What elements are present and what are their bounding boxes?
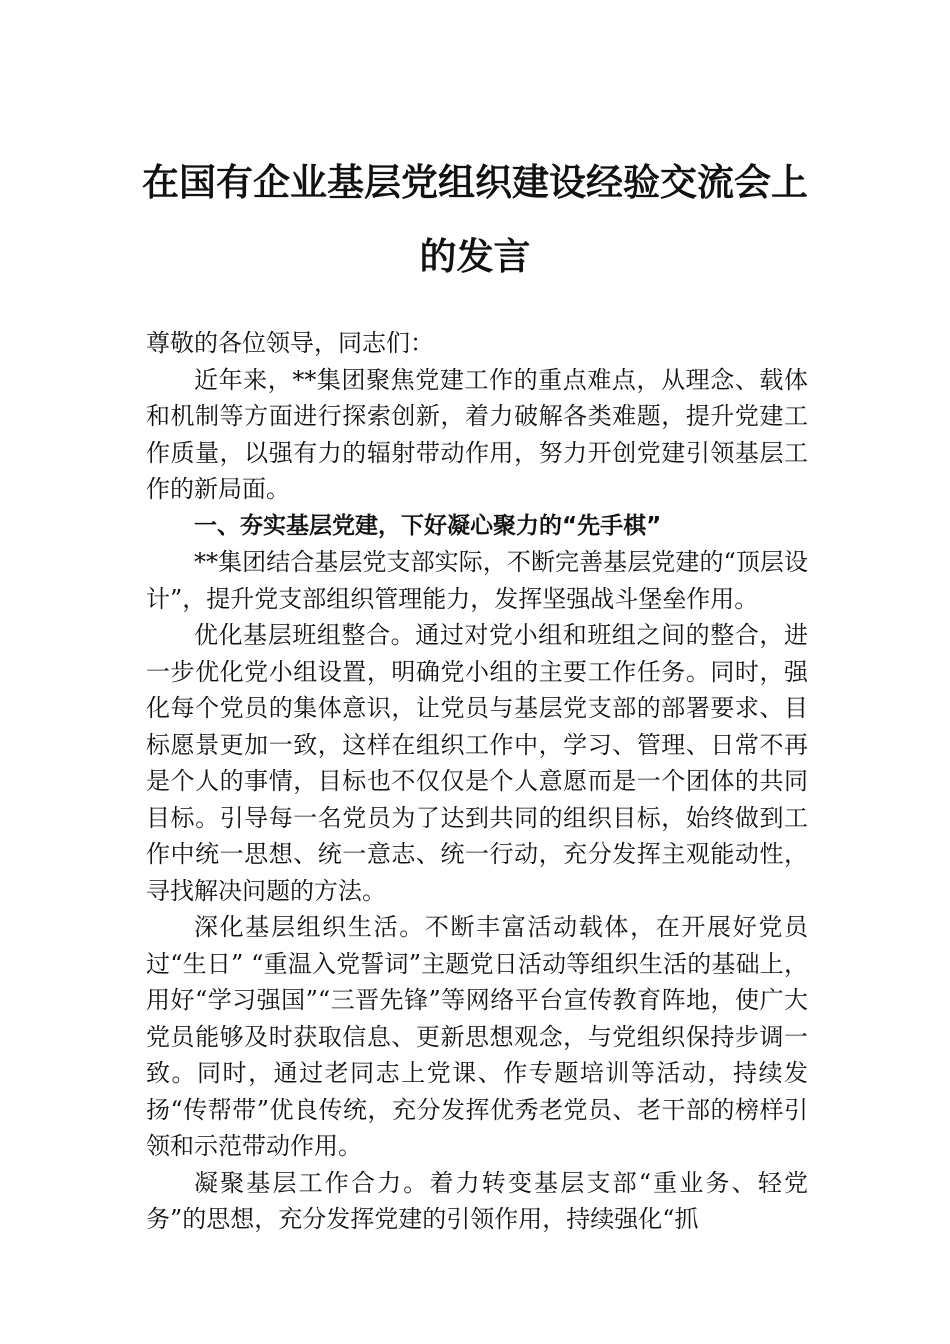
paragraph-section-overview: **集团结合基层党支部实际，不断完善基层党建的“顶层设计”，提升党支部组织管理能力，发挥坚强战斗堡垒作用。 [146,548,808,613]
paragraph-deepen-organization-life: 深化基层组织生活。不断丰富活动载体，在开展好党员过“生日” “重温入党誓词”主题党日活动等组织生活的基础上，用好“学习强国”“三晋先锋”等网络平台宣传教育阵地，使广大党员能够及时获取信息、更新思想观念，与党组织保持步调一致。同时，通过老同志上党课、作专题培训等活动，持续发扬“传帮带”优良传统，充分发挥优秀老党员、老干部的榜样引领和示范带动作用。 [146,913,808,1160]
paragraph-unite-work-force: 凝聚基层工作合力。着力转变基层支部“重业务、轻党务”的思想，充分发挥党建的引领作用，持续强化“抓 [146,1168,808,1233]
section-heading-1: 一、夯实基层党建，下好凝心聚力的“先手棋” [194,512,662,539]
document-body [146,325,808,1238]
paragraph-intro: 近年来，**集团聚焦党建工作的重点难点，从理念、载体和机制等方面进行探索创新，着力破解各类难题，提升党建工作质量，以强有力的辐射带动作用，努力开创党建引领基层工作的新局面。 [146,365,808,503]
document-title-line-1: 在国有企业基层党组织建设经验交流会上 [142,160,808,204]
paragraph-optimize-teams: 优化基层班组整合。通过对党小组和班组之间的整合，进一步优化党小组设置，明确党小组的主要工作任务。同时，强化每个党员的集体意识，让党员与基层党支部的部署要求、目标愿景更加一致，这样在组织工作中，学习、管理、日常不再是个人的事情，目标也不仅仅是个人意愿而是一个团体的共同目标。引导每一名党员为了达到共同的组织目标，始终做到工作中统一思想、统一意志、统一行动，充分发挥主观能动性，寻找解决问题的方法。 [146,621,808,905]
document-title-line-2: 的发言 [419,234,531,278]
salutation: 尊敬的各位领导，同志们： [146,329,434,357]
